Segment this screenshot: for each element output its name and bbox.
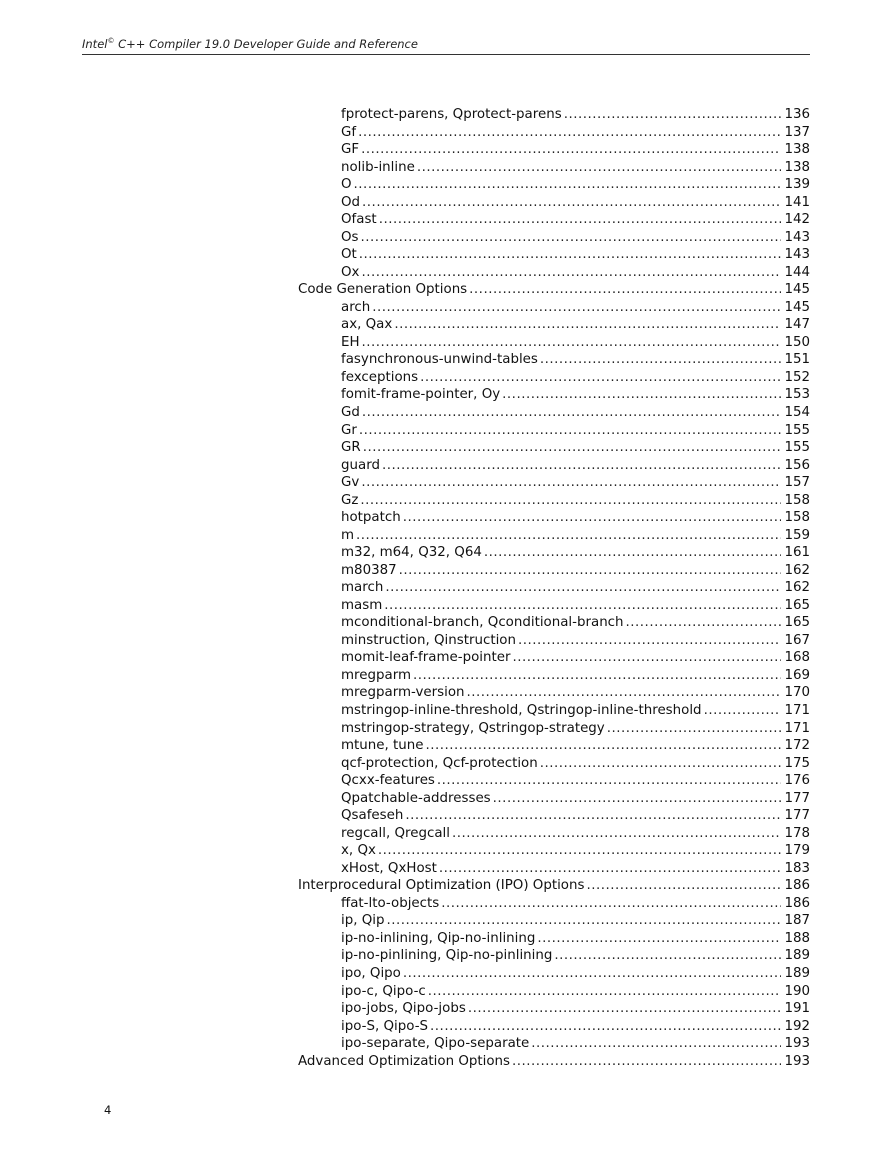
running-header [82, 34, 810, 55]
toc-entry-title: Advanced Optimization Options [298, 1053, 510, 1069]
toc-entry-page: 168 [784, 650, 810, 666]
toc-entry[interactable] [341, 737, 810, 755]
dot-leader [405, 807, 781, 825]
toc-entry-title: hotpatch [341, 510, 401, 526]
toc-entry-title: ipo-jobs, Qipo-jobs [341, 1001, 466, 1017]
toc-entry-title: ipo-S, Qipo-S [341, 1018, 429, 1034]
toc-entry-page: 170 [784, 685, 810, 701]
toc-entry[interactable] [341, 790, 810, 808]
page-number: 4 [104, 1103, 112, 1117]
dot-leader [484, 544, 782, 562]
toc-entry-page: 187 [784, 913, 810, 929]
toc-entry-page: 137 [784, 124, 810, 140]
toc-entry-title: xHost, QxHost [341, 860, 437, 876]
toc-entry-page: 141 [784, 194, 810, 210]
toc-entry-title: ip-no-pinlining, Qip-no-pinlining [341, 948, 553, 964]
toc-entry-page: 143 [784, 247, 810, 263]
dot-leader [378, 842, 782, 860]
toc-entry-title: O [341, 177, 352, 193]
toc-entry-page: 167 [784, 632, 810, 648]
toc-entry-page: 179 [784, 843, 810, 859]
toc-entry-page: 191 [784, 1001, 810, 1017]
dot-leader [361, 474, 781, 492]
toc-entry[interactable] [341, 755, 810, 773]
toc-section-entry[interactable] [298, 281, 810, 299]
toc-entry[interactable] [341, 597, 810, 615]
dot-leader [358, 124, 781, 142]
toc-entry[interactable] [341, 299, 810, 317]
dot-leader [554, 947, 781, 965]
toc-entry-page: 136 [784, 107, 810, 122]
toc-entry-title: Od [341, 194, 361, 210]
dot-leader [372, 299, 781, 317]
toc-entry[interactable] [341, 422, 810, 440]
toc-entry[interactable] [341, 720, 810, 738]
toc-entry-page: 151 [784, 352, 810, 368]
toc-entry-page: 192 [784, 1018, 810, 1034]
dot-leader [354, 176, 782, 194]
toc-entry[interactable] [341, 316, 810, 334]
toc-entry-title: m80387 [341, 562, 397, 578]
dot-leader [704, 702, 782, 720]
toc-entry[interactable] [341, 246, 810, 264]
dot-leader [607, 720, 782, 738]
dot-leader [362, 334, 782, 352]
dot-leader [356, 527, 781, 545]
toc-entry-page: 139 [784, 177, 810, 193]
toc-section-entry[interactable] [298, 1053, 810, 1071]
toc-entry-title: nolib-inline [341, 159, 415, 175]
dot-leader [361, 229, 782, 247]
toc-entry-page: 188 [784, 930, 810, 946]
toc-entry-page: 171 [784, 720, 810, 736]
dot-leader [518, 632, 781, 650]
toc-entry[interactable] [341, 947, 810, 965]
toc-entry-page: 157 [784, 475, 810, 491]
toc-entry-page: 156 [784, 457, 810, 473]
toc-entry-page: 186 [784, 878, 810, 894]
toc-entry[interactable] [341, 1035, 810, 1053]
dot-leader [493, 790, 782, 808]
toc-entry-page: 165 [784, 615, 810, 631]
toc-entry-page: 158 [784, 492, 810, 508]
toc-entry-title: Gr [341, 422, 357, 438]
toc-entry-page: 138 [784, 142, 810, 158]
toc-entry-title: Ofast [341, 212, 377, 228]
toc-entry-page: 172 [784, 738, 810, 754]
dot-leader [512, 1053, 781, 1071]
toc-entry-title: Os [341, 229, 359, 245]
toc-entry-title: ffat-lto-objects [341, 895, 440, 911]
toc-entry-page: 147 [784, 317, 810, 333]
toc-entry-page: 177 [784, 808, 810, 824]
toc-entry-title: ipo-separate, Qipo-separate [341, 1036, 530, 1052]
dot-leader [385, 579, 781, 597]
toc-entry-page: 153 [784, 387, 810, 403]
toc-entry-page: 145 [784, 299, 810, 315]
toc-entry[interactable] [341, 562, 810, 580]
toc-entry-title: mstringop-strategy, Qstringop-strategy [341, 720, 605, 736]
dot-leader [452, 825, 781, 843]
toc-entry-title: minstruction, Qinstruction [341, 632, 516, 648]
toc-entry[interactable] [341, 842, 810, 860]
toc-entry-title: momit-leaf-frame-pointer [341, 650, 511, 666]
toc-entry-page: 155 [784, 440, 810, 456]
registered-mark: © [107, 37, 115, 45]
toc-entry-page: 190 [784, 983, 810, 999]
toc-entry[interactable] [341, 965, 810, 983]
toc-entry-page: 142 [784, 212, 810, 228]
toc-entry-title: mregparm-version [341, 685, 465, 701]
toc-entry-page: 175 [784, 755, 810, 771]
dot-leader [394, 316, 781, 334]
header-title: C++ Compiler 19.0 Developer Guide and Reference [114, 36, 418, 51]
toc-entry[interactable] [341, 684, 810, 702]
toc-entry-title: x, Qx [341, 843, 376, 859]
dot-leader [540, 351, 782, 369]
dot-leader [382, 457, 781, 475]
toc-entry-title: regcall, Qregcall [341, 825, 450, 841]
dot-leader [467, 684, 782, 702]
toc-entry[interactable] [341, 264, 810, 282]
toc-entry-page: 161 [784, 545, 810, 561]
toc-entry[interactable] [341, 912, 810, 930]
toc-entry-page: 177 [784, 790, 810, 806]
toc-entry-title: mtune, tune [341, 738, 424, 754]
toc-entry[interactable] [341, 439, 810, 457]
toc-entry[interactable] [341, 474, 810, 492]
toc-entry-page: 162 [784, 580, 810, 596]
toc-entry[interactable] [341, 159, 810, 177]
toc-entry-title: ipo, Qipo [341, 965, 401, 981]
toc-entry-title: mstringop-inline-threshold, Qstringop-inline-threshold [341, 703, 702, 719]
dot-leader [361, 264, 781, 282]
toc-entry[interactable] [341, 614, 810, 632]
dot-leader [437, 772, 782, 790]
toc-entry-page: 186 [784, 895, 810, 911]
toc-entry-page: 150 [784, 334, 810, 350]
dot-leader [359, 422, 782, 440]
toc-entry-page: 143 [784, 229, 810, 245]
toc-entry-page: 171 [784, 703, 810, 719]
header-brand: Intel [82, 36, 108, 51]
dot-leader [403, 965, 782, 983]
dot-leader [540, 755, 782, 773]
toc-entry-page: 138 [784, 159, 810, 175]
toc-entry[interactable] [341, 632, 810, 650]
toc-entry-title: ax, Qax [341, 317, 393, 333]
toc-entry-page: 159 [784, 527, 810, 543]
toc-entry-title: GR [341, 440, 361, 456]
toc-entry-title: Interprocedural Optimization (IPO) Options [298, 878, 585, 894]
toc-entry-title: fexceptions [341, 369, 419, 385]
toc-entry[interactable] [341, 544, 810, 562]
toc-entry[interactable] [341, 895, 810, 913]
toc-entry[interactable] [341, 930, 810, 948]
toc-entry[interactable] [341, 579, 810, 597]
dot-leader [362, 194, 781, 212]
toc-entry-page: 158 [784, 510, 810, 526]
dot-leader [428, 983, 782, 1001]
dot-leader [441, 895, 781, 913]
toc-entry-title: ipo-c, Qipo-c [341, 983, 426, 999]
toc-entry-title: Gd [341, 405, 360, 420]
toc-entry[interactable] [341, 649, 810, 667]
toc-entry-page: 178 [784, 825, 810, 841]
toc-entry-title: Gv [341, 475, 360, 491]
dot-leader [564, 106, 782, 124]
toc-entry[interactable] [341, 527, 810, 545]
toc-entry-page: 165 [784, 597, 810, 613]
toc-entry-page: 176 [784, 773, 810, 789]
toc-section-entry[interactable] [298, 877, 810, 895]
toc-entry-title: masm [341, 597, 383, 613]
toc-entry-page: 162 [784, 562, 810, 578]
toc-entry-title: Gf [341, 124, 357, 140]
toc-entry[interactable] [341, 772, 810, 790]
toc-entry-title: fomit-frame-pointer, Oy [341, 387, 501, 403]
toc-entry-title: EH [341, 334, 360, 350]
toc-entry[interactable] [341, 106, 810, 124]
toc-entry-title: Ot [341, 247, 357, 263]
dot-leader [469, 281, 781, 299]
toc-entry[interactable] [341, 1018, 810, 1036]
toc-entry-title: ip-no-inlining, Qip-no-inlining [341, 930, 536, 946]
toc-entry[interactable] [341, 211, 810, 229]
toc-entry[interactable] [341, 1000, 810, 1018]
dot-leader [439, 860, 782, 878]
toc-entry-title: fasynchronous-unwind-tables [341, 352, 538, 368]
toc-entry[interactable] [341, 176, 810, 194]
dot-leader [360, 492, 781, 510]
toc-entry[interactable] [341, 229, 810, 247]
toc-entry-title: Gz [341, 492, 359, 508]
toc-entry-title: m [341, 527, 355, 543]
toc-entry-title: fprotect-parens, Qprotect-parens [341, 107, 562, 122]
dot-leader [420, 369, 781, 387]
toc-entry[interactable] [341, 334, 810, 352]
dot-leader [513, 649, 782, 667]
toc-entry-title: march [341, 580, 384, 596]
toc-entry-title: Code Generation Options [298, 282, 468, 298]
dot-leader [399, 562, 782, 580]
toc-entry-title: mconditional-branch, Qconditional-branch [341, 615, 624, 631]
toc-entry[interactable] [341, 386, 810, 404]
toc-entry-page: 193 [784, 1036, 810, 1052]
toc-entry-page: 152 [784, 369, 810, 385]
toc-entry[interactable] [341, 667, 810, 685]
toc-entry-title: m32, m64, Q32, Q64 [341, 545, 482, 561]
toc-entry[interactable] [341, 404, 810, 422]
toc-entry-title: GF [341, 142, 360, 158]
dot-leader [361, 141, 781, 159]
dot-leader [359, 246, 782, 264]
toc-entry[interactable] [341, 351, 810, 369]
toc-entry-page: 144 [784, 264, 810, 280]
toc-entry-title: Qcxx-features [341, 773, 435, 789]
toc-entry-page: 183 [784, 860, 810, 876]
dot-leader [379, 211, 782, 229]
toc-entry-title: Qpatchable-addresses [341, 790, 491, 806]
dot-leader [387, 912, 782, 930]
dot-leader [384, 597, 781, 615]
toc-entry-title: arch [341, 299, 371, 315]
toc-entry[interactable] [341, 457, 810, 475]
toc-entry[interactable] [341, 369, 810, 387]
toc-entry-title: ip, Qip [341, 913, 385, 929]
dot-leader [363, 439, 782, 457]
toc-entry-page: 169 [784, 667, 810, 683]
dot-leader [531, 1035, 781, 1053]
dot-leader [586, 877, 781, 895]
toc-entry-page: 154 [784, 405, 810, 420]
dot-leader [537, 930, 781, 948]
toc-entry-page: 145 [784, 282, 810, 298]
toc-entry[interactable] [341, 509, 810, 527]
dot-leader [413, 667, 781, 685]
toc-entry[interactable] [341, 983, 810, 1001]
dot-leader [425, 737, 781, 755]
dot-leader [417, 159, 782, 177]
dot-leader [502, 386, 781, 404]
toc-entry[interactable] [341, 492, 810, 510]
toc-entry[interactable] [341, 141, 810, 159]
dot-leader [626, 614, 782, 632]
toc-entry-title: qcf-protection, Qcf-protection [341, 755, 538, 771]
toc-entry[interactable] [341, 860, 810, 878]
toc-entry-title: mregparm [341, 667, 412, 683]
toc-entry-page: 189 [784, 948, 810, 964]
toc-entry[interactable] [341, 702, 810, 720]
toc-entry-page: 155 [784, 422, 810, 438]
dot-leader [430, 1018, 781, 1036]
toc-entry-title: Ox [341, 264, 360, 280]
dot-leader [403, 509, 782, 527]
toc-entry[interactable] [341, 825, 810, 843]
toc-entry[interactable] [341, 124, 810, 142]
dot-leader [468, 1000, 782, 1018]
toc-entry[interactable] [341, 194, 810, 212]
toc-entry-title: guard [341, 457, 380, 473]
toc-entry-page: 193 [784, 1053, 810, 1069]
toc-entry[interactable] [341, 807, 810, 825]
dot-leader [362, 404, 782, 422]
toc-entry-page: 189 [784, 965, 810, 981]
toc-entry-title: Qsafeseh [341, 808, 404, 824]
